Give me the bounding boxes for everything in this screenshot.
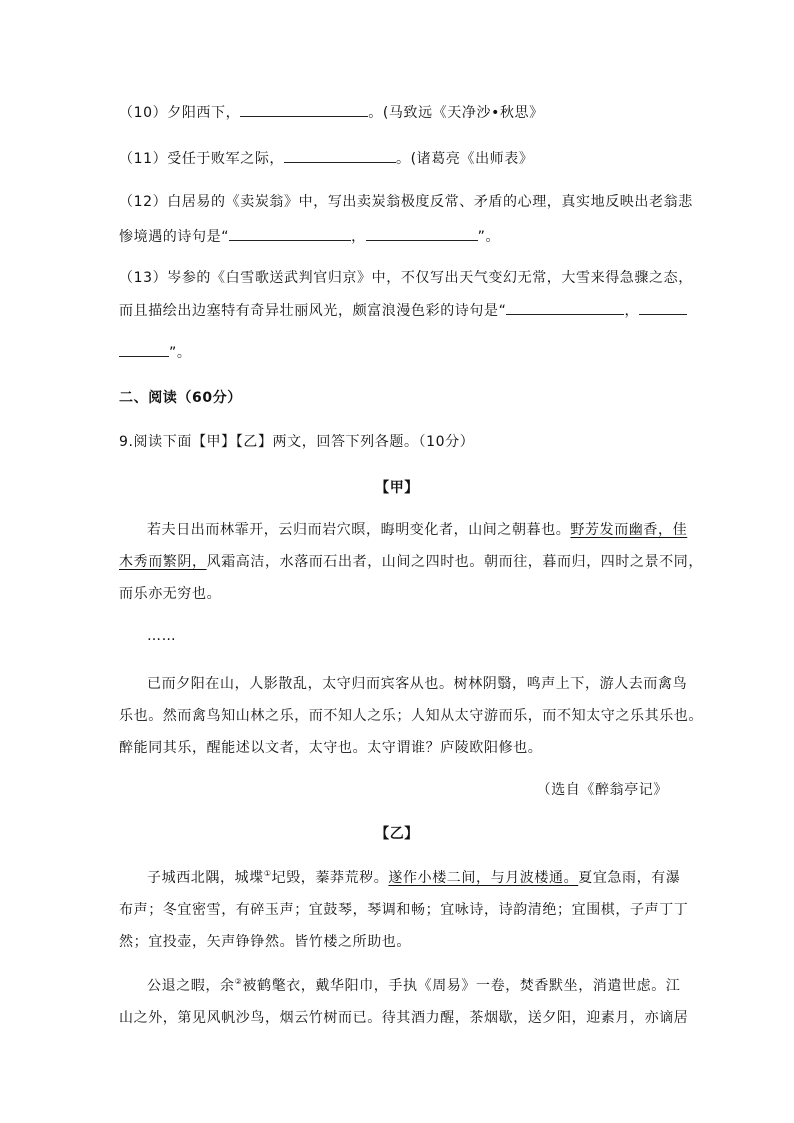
closing-quote: ”。 xyxy=(169,345,192,361)
closing-quote: ”。 xyxy=(477,229,501,245)
passage-text: 公退之暇，余 xyxy=(147,978,235,994)
question-10 xyxy=(119,102,544,123)
passage-yi-line: 布声；冬宜密雪，有碎玉声；宜鼓琴，琴调和畅；宜咏诗，诗韵清绝；宜围棋，子声丁丁 xyxy=(119,902,689,918)
comma: ， xyxy=(351,229,366,245)
answer-blank[interactable] xyxy=(240,102,368,117)
passage-text: 被鹤氅衣，戴华阳巾，手执《周易》一卷，焚香默坐，消遣世虑。江 xyxy=(242,978,681,994)
underlined-sentence: 木秀而繁阴， xyxy=(119,554,207,570)
comma: ， xyxy=(624,303,640,319)
question-11-text: （11）受任于败军之际， xyxy=(119,151,285,167)
passage-jia-line: 醉能同其乐，醒能述以文者，太守也。太守谓谁？庐陵欧阳修也。 xyxy=(119,740,543,756)
passage-yi-line xyxy=(147,868,680,888)
passage-text: 子城西北隅，城堞 xyxy=(147,870,264,886)
answer-blank[interactable] xyxy=(366,226,478,241)
question-13-line1: （13）岑参的《白雪歌送武判官归京》中，不仅写出天气变幻无常，大雪来得急骤之态， xyxy=(119,270,693,286)
ellipsis: …… xyxy=(147,628,177,644)
answer-blank[interactable] xyxy=(119,342,169,357)
answer-blank[interactable] xyxy=(506,300,624,315)
question-11 xyxy=(119,148,533,169)
answer-blank[interactable] xyxy=(229,226,351,241)
passage-text: 若夫日出而林霏开，云归而岩穴暝，晦明变化者，山间之朝暮也。 xyxy=(147,522,571,538)
passage-text: 圮毁，蓁莽荒秽。 xyxy=(271,870,389,886)
passage-jia-title: 【甲】 xyxy=(375,480,419,496)
passage-jia-line: 而乐亦无穷也。 xyxy=(119,586,222,602)
passage-yi-line: 然；宜投壶，矢声铮铮然。皆竹楼之所助也。 xyxy=(119,934,411,950)
answer-blank[interactable] xyxy=(284,148,396,163)
passage-text: 风霜高洁，水落而石出者，山间之四时也。朝而往，暮而归，四时之景不同， xyxy=(206,554,704,570)
passage-jia-line xyxy=(147,520,687,540)
question-12-line2 xyxy=(119,226,500,247)
question-9: 9.阅读下面【甲】【乙】两文，回答下列各题。（10分） xyxy=(119,434,475,450)
question-13-text: 而且描绘出边塞特有奇异壮丽风光，颇富浪漫色彩的诗句是“ xyxy=(119,303,507,319)
question-13-line3 xyxy=(119,342,191,363)
passage-jia-line xyxy=(119,552,703,572)
passage-jia-line: 已而夕阳在山，人影散乱，太守归而宾客从也。树林阴翳，鸣声上下，游人去而禽鸟 xyxy=(147,676,688,692)
question-10-text: （10）夕阳西下， xyxy=(119,105,241,121)
answer-blank[interactable] xyxy=(639,300,687,315)
underlined-sentence: 遂作小楼二间，与月波楼通。 xyxy=(388,870,579,886)
question-12-text: 惨境遇的诗句是“ xyxy=(119,229,230,245)
passage-yi-line: 山之外，第见风帆沙鸟，烟云竹树而已。待其酒力醒，茶烟歇，送夕阳，迎素月，亦谪居 xyxy=(119,1010,689,1026)
question-12-line1: （12）白居易的《卖炭翁》中，写出卖炭翁极度反常、矛盾的心理，真实地反映出老翁悲 xyxy=(119,194,693,210)
passage-yi-line xyxy=(147,976,680,996)
passage-jia-line: 乐也。然而禽鸟知山林之乐，而不知人之乐；人知从太守游而乐，而不知太守之乐其乐也。 xyxy=(119,708,703,724)
passage-yi-title: 【乙】 xyxy=(375,826,419,842)
passage-text: 夏宜急雨，有瀑 xyxy=(578,870,681,886)
footnote-marker: ① xyxy=(263,869,272,878)
underlined-sentence: 野芳发而幽香，佳 xyxy=(570,522,688,538)
footnote-marker: ② xyxy=(234,977,243,986)
question-13-line2 xyxy=(119,300,687,321)
passage-jia-source: （选自《醉翁亭记》 xyxy=(536,782,668,798)
section-title: 二、阅读（60分） xyxy=(119,390,242,406)
question-11-source: 。(诸葛亮《出师表》 xyxy=(396,151,534,167)
question-10-source: 。(马致远《天净沙•秋思》 xyxy=(368,105,544,121)
